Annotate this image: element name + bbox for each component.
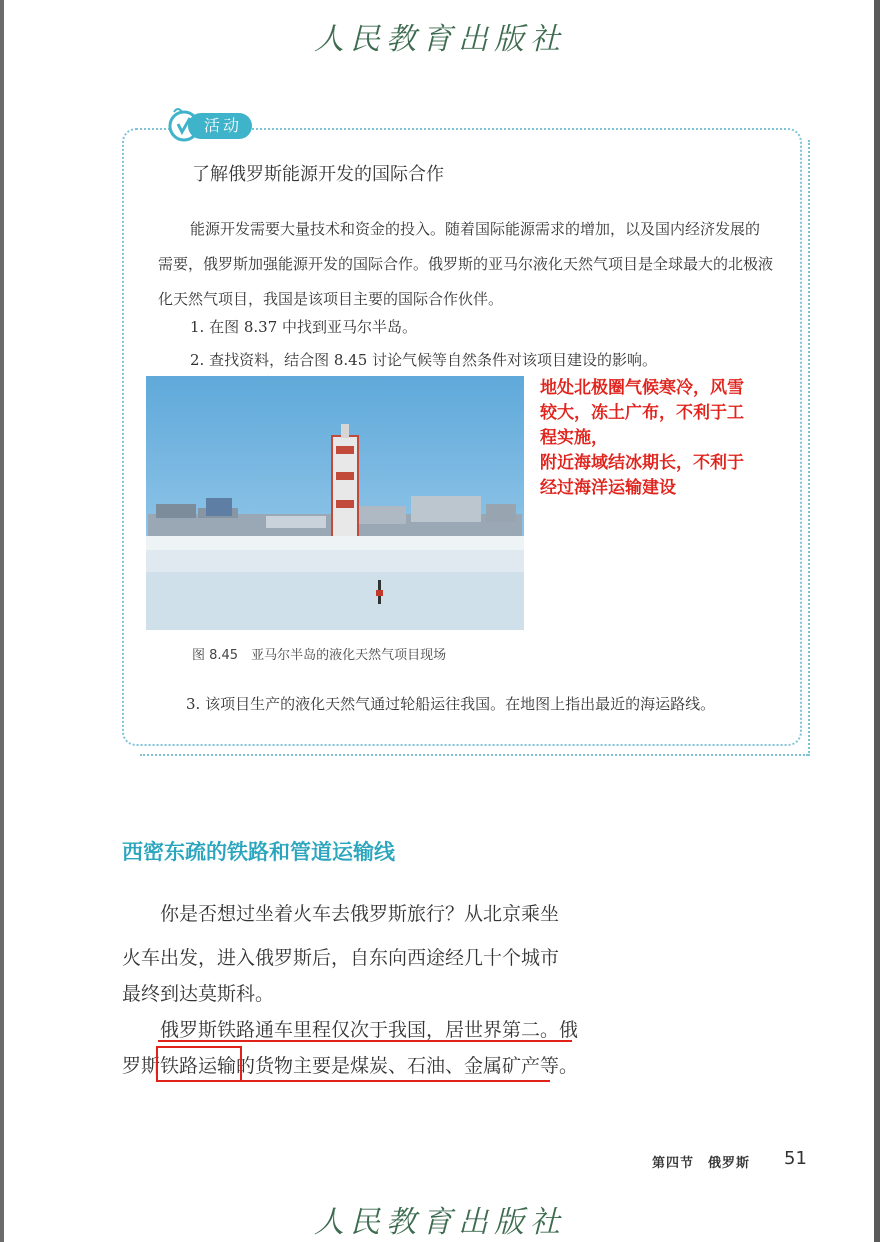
annotation-line-5: 经过海洋运输建设 <box>540 478 676 498</box>
publisher-logo-top: 人民教育出版社 <box>314 22 566 57</box>
activity-badge <box>160 104 254 146</box>
body-line-3: 最终到达莫斯科。 <box>122 983 275 1005</box>
highlight-box-mark <box>156 1046 242 1082</box>
activity-item-1: 1. 在图 8.37 中找到亚马尔半岛。 <box>190 318 418 336</box>
figure-caption: 图 8.45 亚马尔半岛的液化天然气项目现场 <box>192 648 447 663</box>
footer-section-label: 第四节 俄罗斯 <box>652 1156 751 1171</box>
activity-box-shadow-side <box>808 140 810 756</box>
page-number: 51 <box>784 1148 807 1169</box>
annotation-line-2: 较大，冻土广布，不利于工 <box>540 403 744 423</box>
publisher-logo-bottom: 人民教育出版社 <box>314 1205 566 1240</box>
activity-item-2: 2. 查找资料，结合图 8.45 讨论气候等自然条件对该项目建设的影响。 <box>190 351 658 369</box>
page-edge-right <box>874 0 880 1242</box>
handwritten-annotation <box>540 376 796 501</box>
activity-item-3: 3. 该项目生产的液化天然气通过轮船运往我国。在地图上指出最近的海运路线。 <box>186 695 716 713</box>
activity-box-shadow <box>140 754 808 756</box>
body-line-4: 俄罗斯铁路通车里程仅次于我国，居世界第二。俄 <box>122 1019 579 1041</box>
lng-project-photo <box>146 376 524 630</box>
annotation-line-4: 附近海域结冰期长，不利于 <box>540 453 744 473</box>
body-line-1: 你是否想过坐着火车去俄罗斯旅行？从北京乘坐 <box>122 903 560 925</box>
page-edge-left <box>0 0 4 1242</box>
underline-mark-1 <box>158 1040 572 1042</box>
activity-paragraph: 能源开发需要大量技术和资金的投入。随着国际能源需求的增加，以及国内经济发展的需要，俄罗斯加强能源开发的国际合作。俄罗斯的亚马尔液化天然气项目是全球最大的北极液化天然气项目，我国是该项目主要的国际合作伙伴。 <box>158 220 774 308</box>
annotation-line-1: 地处北极圈气候寒冷，风雪 <box>540 378 744 398</box>
activity-badge-label: 活动 <box>188 113 252 139</box>
annotation-line-3: 程实施， <box>540 428 608 448</box>
body-line-5: 罗斯铁路运输的货物主要是煤炭、石油、金属矿产等。 <box>122 1055 579 1077</box>
section-heading: 西密东疏的铁路和管道运输线 <box>122 840 395 864</box>
activity-title: 了解俄罗斯能源开发的国际合作 <box>192 164 444 185</box>
body-line-2: 火车出发，进入俄罗斯后，自东向西途经几十个城市 <box>122 947 560 969</box>
